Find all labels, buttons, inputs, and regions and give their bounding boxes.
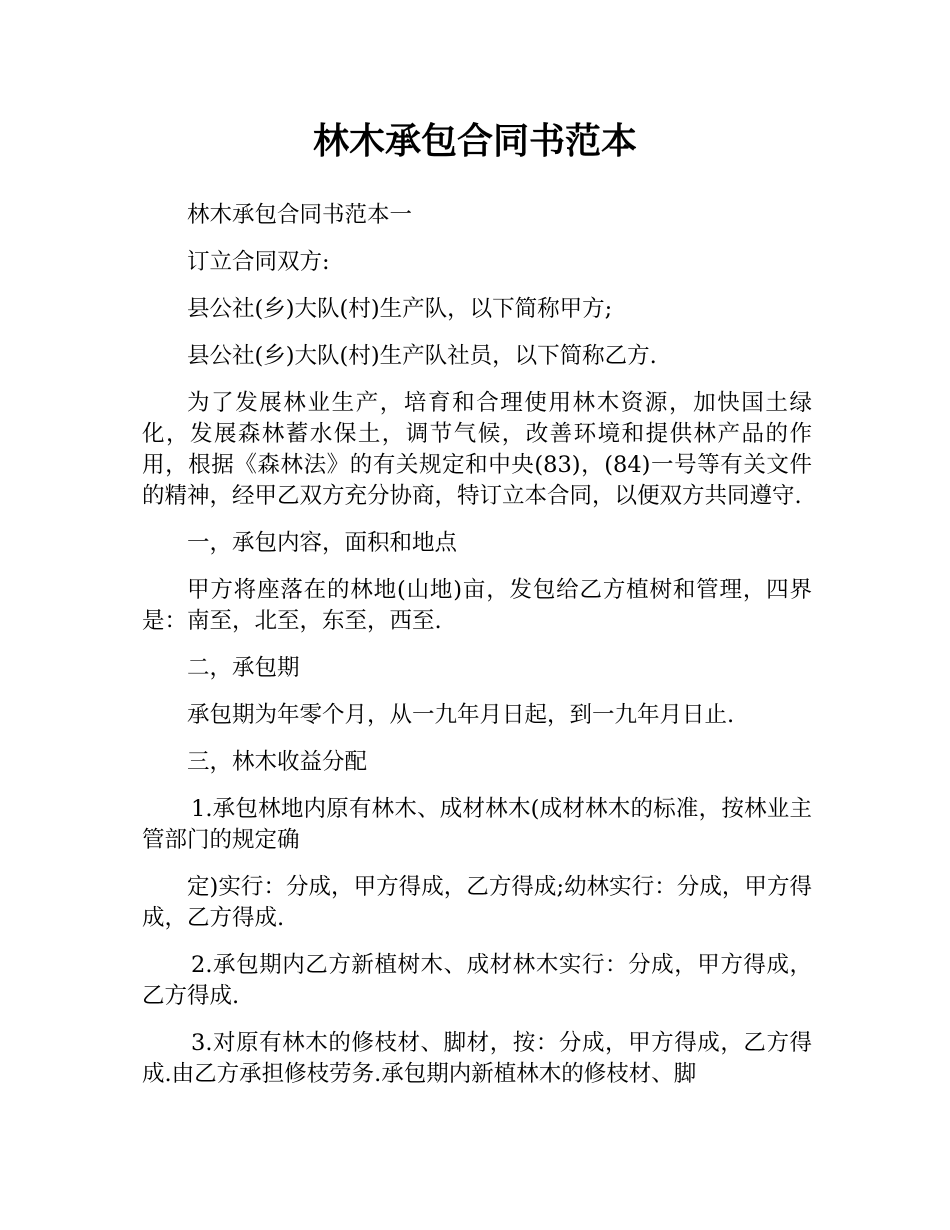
paragraph: 承包期为年零个月，从一九年月日起，到一九年月日止. (187, 702, 735, 728)
list-item: 2.承包期内乙方新植树木、成材林木实行：分成，甲方得成，乙方得成. (142, 952, 812, 1009)
section-heading: 三，林木收益分配 (187, 749, 368, 775)
section-heading: 二，承包期 (187, 655, 300, 681)
paragraph: 甲方将座落在的林地(山地)亩，发包给乙方植树和管理，四界是：南至，北至，东至，西至. (142, 577, 812, 634)
paragraph: 为了发展林业生产，培育和合理使用林木资源，加快国土绿化，发展森林蓄水保土，调节气候，改善环境和提供林产品的作用，根据《森林法》的有关规定和中央(83)，(84)一号等有关文件的精神，经甲乙双方充分协商，特订立本合同，以便双方共同遵守. (142, 390, 812, 509)
paragraph: 林木承包合同书范本一 (187, 202, 413, 228)
list-item: 1.承包林地内原有林木、成材林木(成材林木的标准，按林业主管部门的规定确 (142, 796, 812, 853)
paragraph: 定)实行：分成，甲方得成，乙方得成;幼林实行：分成，甲方得成，乙方得成. (142, 874, 812, 931)
paragraph: 县公社(乡)大队(村)生产队社员，以下简称乙方. (187, 343, 657, 369)
document-body (142, 200, 812, 1106)
document-title: 林木承包合同书范本 (312, 121, 637, 162)
list-item: 3.对原有林木的修枝材、脚材，按：分成，甲方得成，乙方得成.由乙方承担修枝劳务.承包期内新植林木的修枝材、脚 (142, 1030, 812, 1087)
paragraph: 县公社(乡)大队(村)生产队，以下简称甲方; (187, 296, 613, 322)
paragraph: 订立合同双方: (187, 249, 330, 275)
section-heading: 一，承包内容，面积和地点 (187, 530, 458, 556)
